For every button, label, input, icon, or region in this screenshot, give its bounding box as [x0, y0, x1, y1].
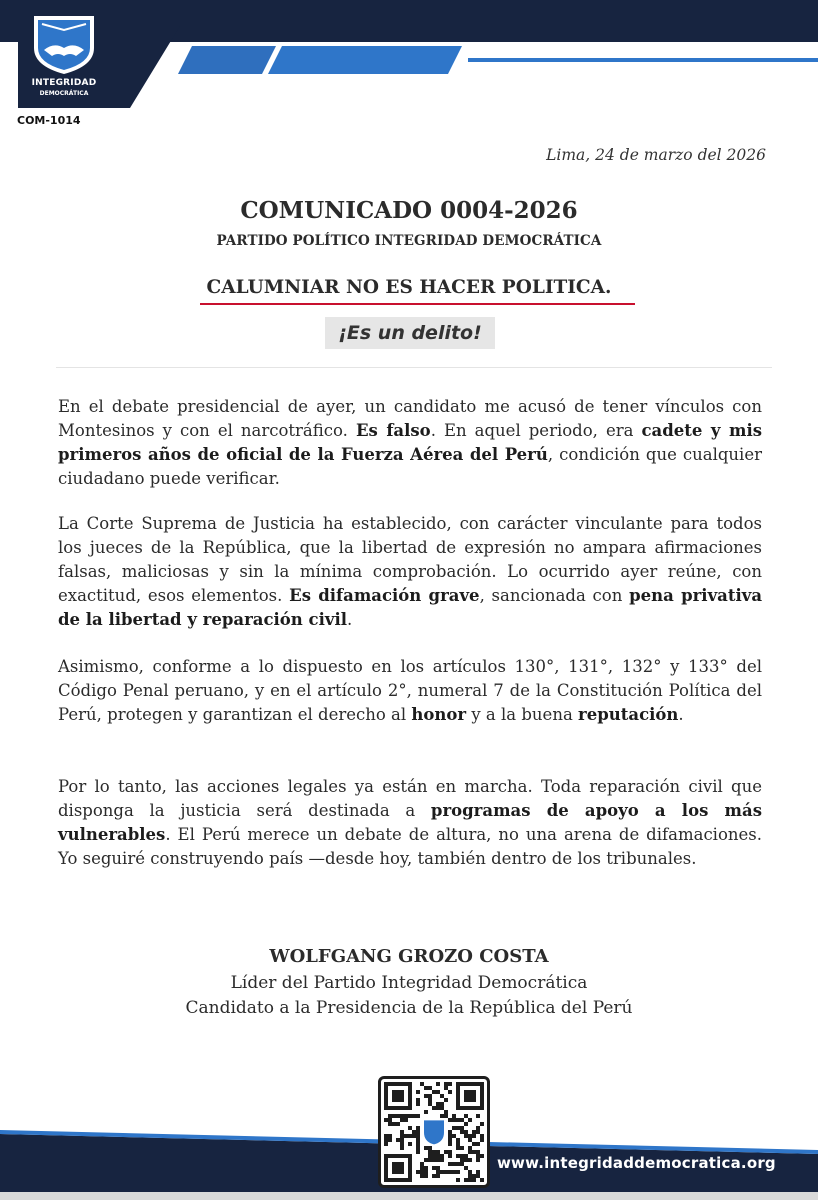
paragraph-text: La Corte Suprema de Justicia ha establecido, con carácter vinculante para todos los jueces de la República, que la libertad de expresión no ampara afirmaciones falsas, maliciosas y sin la mínima comprobación. Lo ocurrido ayer reúne, con exactitud, esos elementos. [58, 514, 762, 605]
emphasis-text: programas de apoyo a los más vulnerables [58, 801, 762, 844]
qr-code-pattern [384, 1082, 484, 1182]
body-paragraph-1 [58, 395, 762, 491]
emphasis-text: Es difamación grave [289, 586, 480, 605]
header-shapes [0, 0, 818, 110]
website-link[interactable]: www.integridaddemocratica.org [497, 1154, 776, 1172]
handshake-shield-icon [30, 14, 98, 76]
emphasis-text: cadete y mis primeros años de oficial de la Fuerza Aérea del Perú [58, 421, 762, 464]
paragraph-text: . En aquel periodo, era [430, 421, 642, 440]
emphasis-text: Es falso [355, 421, 431, 440]
paragraph-text: En el debate presidencial de ayer, un candidato me acusó de tener vínculos con Montesinos y con el narcotráfico. [58, 397, 762, 440]
paragraph-text: Asimismo, conforme a lo dispuesto en los artículos 130°, 131°, 132° y 133° del Código Penal peruano, y en el artículo 2°, numeral 7 de la Constitución Política del Perú, protegen y garantizan el derecho al [58, 657, 762, 724]
document-date: Lima, 24 de marzo del 2026 [546, 146, 766, 164]
body-paragraph-2 [58, 512, 762, 632]
qr-code-icon [378, 1076, 490, 1188]
signatory-name: WOLFGANG GROZO COSTA [269, 946, 549, 967]
body-paragraph-4 [58, 775, 762, 871]
document-subtitle: PARTIDO POLÍTICO INTEGRIDAD DEMOCRÁTICA [216, 233, 602, 249]
emphasis-text: honor [411, 705, 467, 724]
headline: CALUMNIAR NO ES HACER POLITICA. [206, 277, 612, 298]
paragraph-text: . El Perú merece un debate de altura, no una arena de difamaciones. Yo seguiré construyendo país —desde hoy, también dentro de los tribunales. [58, 825, 762, 868]
paragraph-text: . [678, 705, 684, 724]
highlight-text: ¡Es un delito! [338, 322, 482, 344]
party-logo [18, 8, 110, 108]
document-code: COM-1014 [17, 114, 81, 127]
headline-underline [200, 303, 635, 305]
highlight-box [325, 317, 495, 349]
paragraph-text: , sancionada con [479, 586, 630, 605]
signatory-role-2: Candidato a la Presidencia de la República del Perú [185, 998, 633, 1018]
divider [56, 367, 772, 368]
emphasis-text: reputación [578, 705, 679, 724]
logo-text-line2: DEMOCRÁTICA [39, 90, 89, 97]
emphasis-text: pena privativa de la libertad y reparación civil [58, 586, 763, 629]
logo-text-line1: INTEGRIDAD [31, 78, 97, 88]
paragraph-text: , condición que cualquier ciudadano puede verificar. [58, 445, 762, 488]
signatory-role-1: Líder del Partido Integridad Democrática [230, 973, 588, 993]
body-paragraph-3 [58, 655, 762, 727]
paragraph-text: . [346, 610, 353, 629]
paragraph-text: y a la buena [466, 705, 579, 724]
document-title: COMUNICADO 0004-2026 [240, 197, 578, 224]
paragraph-text: Por lo tanto, las acciones legales ya están en marcha. Toda reparación civil que disponga la justicia será destinada a [58, 777, 762, 820]
